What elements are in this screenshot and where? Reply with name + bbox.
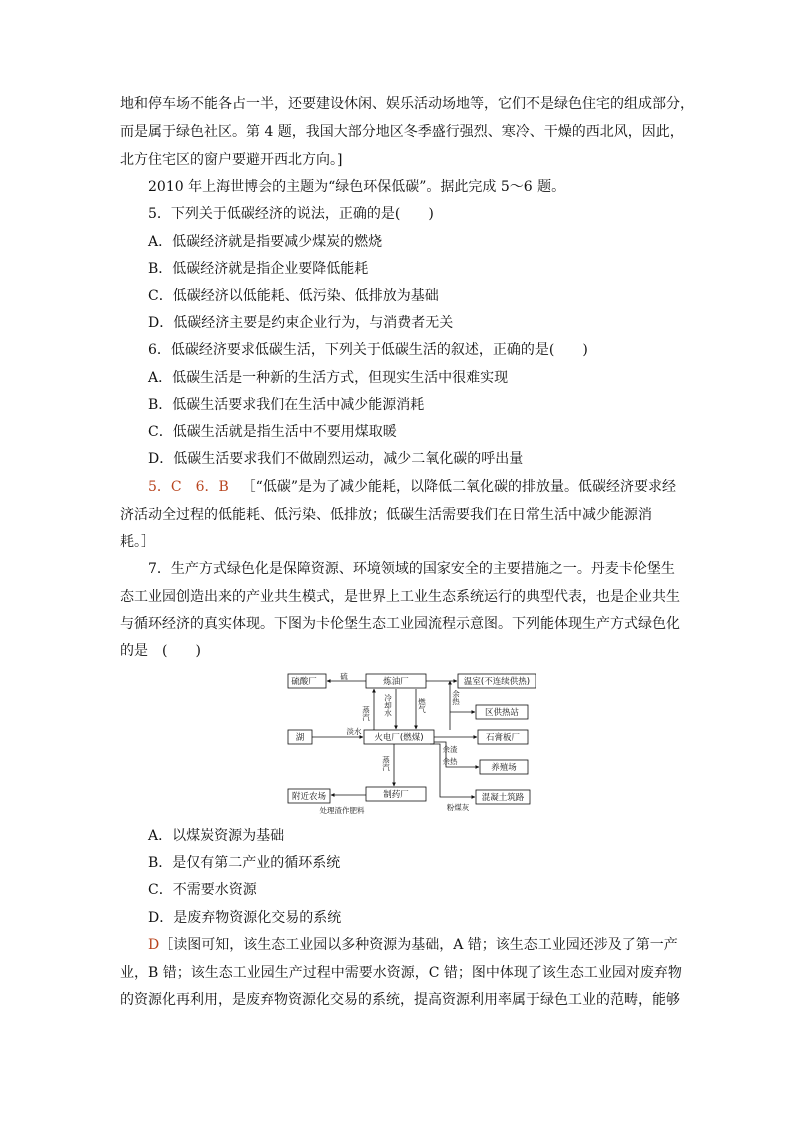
q6-option-d: D．低碳生活要求我们不做剧烈运动，减少二氧化碳的呼出量: [148, 451, 524, 467]
flow-residue: 余渣: [442, 745, 458, 754]
flow-waste-heat-2: 余热: [442, 757, 458, 766]
flow-steam-2: 蒸汽: [381, 756, 391, 771]
explanation-line-3: 北方住宅区的窗户要避开西北方向。]: [120, 152, 343, 168]
answer-7-text: ［读图可知，该生态工业园以多种资源为基础，A 错；该生态工业园还涉及了第一产: [159, 937, 678, 953]
label-gypsum-plant: 石膏板厂: [485, 733, 521, 743]
flow-fresh-water: 淡水: [346, 727, 362, 736]
q7-stem-line-3: 与循环经济的真实体现。下图为卡伦堡生态工业园流程示意图。下列能体现生产方式绿色化: [120, 616, 680, 632]
q6-stem: 6．低碳经济要求低碳生活，下列关于低碳生活的叙述，正确的是( ): [148, 342, 588, 358]
flow-cooling-water: 冷却水: [383, 694, 393, 717]
label-refinery: 炼油厂: [383, 677, 409, 687]
label-nearby-farm: 附近农场: [291, 792, 327, 802]
label-lake: 湖: [295, 733, 305, 743]
q6-option-c: C．低碳生活就是指生活中不要用煤取暖: [148, 424, 397, 440]
kalundborg-flow-diagram: [282, 668, 536, 818]
answer-5-6-text: ［“低碳”是为了减少能耗，以降低二氧化碳的排放量。低碳经济要求经: [241, 479, 676, 495]
answer-7-line-2: 业，B 错；该生态工业园生产过程中需要水资源，C 错；图中体现了该生态工业园对废弃物: [120, 965, 682, 981]
label-greenhouse: 温室(不连续供热): [463, 677, 531, 687]
label-concrete-road: 混凝土筑路: [481, 793, 525, 803]
flow-waste-heat-1: 余热: [451, 690, 461, 705]
label-fish-farm: 养殖场: [491, 763, 517, 773]
q5-option-d: D．低碳经济主要是约束企业行为，与消费者无关: [148, 315, 454, 331]
label-power-plant: 火电厂(燃煤): [374, 733, 424, 743]
q7-stem-line-1: 7．生产方式绿色化是保障资源、环境领域的国家安全的主要措施之一。丹麦卡伦堡生: [148, 561, 675, 577]
answer-7-label: D: [148, 937, 160, 953]
answer-5-6-label: 5．C 6．B: [148, 479, 229, 495]
q5-option-c: C．低碳经济以低能耗、低污染、低排放为基础: [148, 288, 439, 304]
label-pharma-plant: 制药厂: [383, 790, 409, 800]
flow-sludge-fertilizer: 处理渣作肥料: [319, 806, 365, 815]
label-heating-station: 区供热站: [484, 708, 520, 718]
flow-fly-ash: 粉煤灰: [446, 803, 470, 812]
answer-7-line-1: [148, 935, 676, 955]
answer-5-6-line-2: 济活动全过程的低能耗、低污染、低排放；低碳生活需要我们在日常生活中减少能源消: [120, 507, 652, 523]
answer-5-6-line-1: [148, 477, 676, 497]
answer-5-6-line-3: 耗。］: [120, 534, 155, 550]
intro-5-6: 2010 年上海世博会的主题为“绿色环保低碳”。据此完成 5～6 题。: [148, 179, 566, 195]
flow-gas: 燃气: [417, 698, 427, 713]
q5-option-b: B．低碳经济就是指企业要降低能耗: [148, 261, 369, 277]
flow-sulfur: 硫: [340, 672, 348, 681]
q5-stem: 5．下列关于低碳经济的说法，正确的是( ): [148, 206, 434, 222]
q6-option-b: B．低碳生活要求我们在生活中减少能源消耗: [148, 397, 425, 413]
q7-stem-line-4: 的是 ( ): [120, 643, 201, 659]
q7-option-b: B．是仅有第二产业的循环系统: [148, 855, 341, 871]
q7-option-c: C．不需要水资源: [148, 882, 257, 898]
flow-steam-1: 蒸汽: [361, 706, 371, 721]
label-sulfuric-plant: 硫酸厂: [291, 677, 317, 687]
explanation-line-1: 地和停车场不能各占一半，还要建设休闲、娱乐活动场地等，它们不是绿色住宅的组成部分，: [120, 96, 694, 112]
q7-option-a: A．以煤炭资源为基础: [148, 828, 285, 844]
answer-7-line-3: 的资源化再利用，是废弃物资源化交易的系统，提高资源利用率属于绿色工业的范畴，能够: [120, 992, 680, 1008]
explanation-line-2: 而是属于绿色社区。第 4 题，我国大部分地区冬季盛行强烈、寒冷、干燥的西北风，因此，: [120, 124, 684, 140]
q7-option-d: D．是废弃物资源化交易的系统: [148, 910, 342, 926]
q5-option-a: A．低碳经济就是指要减少煤炭的燃烧: [148, 234, 383, 250]
q7-stem-line-2: 态工业园创造出来的产业共生模式，是世界上工业生态系统运行的典型代表，也是企业共生: [120, 589, 680, 605]
q6-option-a: A．低碳生活是一种新的生活方式，但现实生活中很难实现: [148, 370, 509, 386]
